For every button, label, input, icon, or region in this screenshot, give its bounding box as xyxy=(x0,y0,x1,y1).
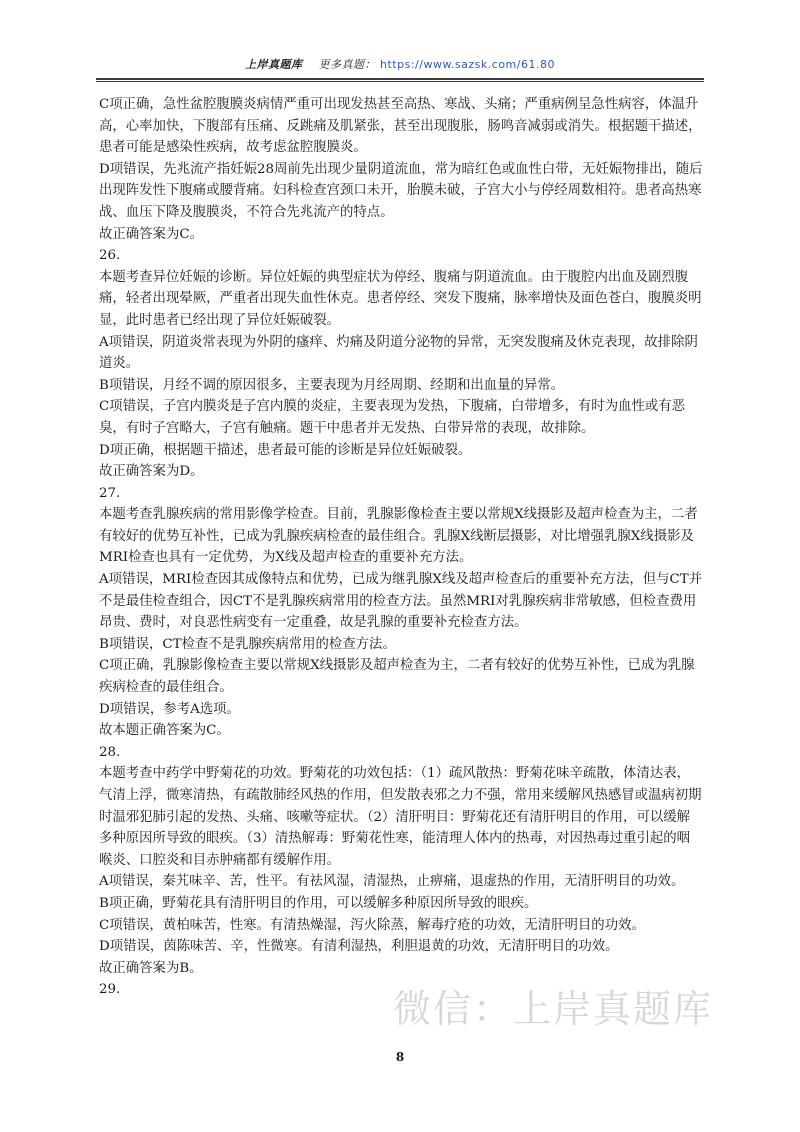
paragraph: C项正确，乳腺影像检查主要以常规X线摄影及超声检查为主，二者有较好的优势互补性，已成为乳腺疾病检查的最佳组合。 xyxy=(99,658,695,696)
question-number: 28. xyxy=(99,744,121,760)
header-brand: 上岸真题库 xyxy=(245,58,303,71)
watermark: 微信：上岸真题库 xyxy=(393,987,714,1031)
paragraph: A项错误，阴道炎常表现为外阴的瘙痒、灼痛及阴道分泌物的异常，无突发腹痛及休克表现，故排除阴道炎。 xyxy=(99,334,698,372)
paragraph: D项正确，根据题干描述，患者最可能的诊断是异位妊娠破裂。 xyxy=(99,442,472,458)
paragraph: 故本题正确答案为C。 xyxy=(99,723,230,739)
question-number: 26. xyxy=(99,248,121,264)
paragraph: A项错误，秦艽味辛、苦，性平。有祛风湿，清湿热，止痹痛，退虚热的作用，无清肝明目的功效。 xyxy=(99,874,685,890)
header-url-link[interactable]: https://www.sazsk.com/61.80 xyxy=(380,58,555,71)
paragraph: 故正确答案为B。 xyxy=(99,960,203,976)
paragraph: B项错误，月经不调的原因很多，主要表现为月经周期、经期和出血量的异常。 xyxy=(99,377,565,393)
paragraph: D项错误，参考A选项。 xyxy=(99,701,240,717)
question-number: 29. xyxy=(99,982,121,998)
paragraph: B项正确，野菊花具有清肝明目的作用，可以缓解多种原因所导致的眼疾。 xyxy=(99,895,538,911)
header-divider xyxy=(96,78,704,82)
paragraph: C项错误，子宫内膜炎是子宫内膜的炎症，主要表现为发热，下腹痛，白带增多，有时为血性或有恶臭，有时子宫略大，子宫有触痛。题干中患者并无发热、白带异常的表现，故排除。 xyxy=(99,399,686,436)
paragraph: C项错误，黄柏味苦，性寒。有清热燥湿，泻火除蒸，解毒疗疮的功效，无清肝明目的功效。 xyxy=(99,917,645,933)
header-more-label: 更多真题： xyxy=(318,58,377,71)
paragraph: 故正确答案为C。 xyxy=(99,226,203,242)
paragraph: D项错误，先兆流产指妊娠28周前先出现少量阴道流血，常为暗红色或血性白带，无妊娠物排出，随后出现阵发性下腹痛或腰背痛。妇科检查宫颈口未开，胎膜未破，子宫大小与停经周数相符。患者高热寒战、血压下降及腹膜炎，不符合先兆流产的特点。 xyxy=(99,161,703,220)
paragraph: C项正确，急性盆腔腹膜炎病情严重可出现发热甚至高热、寒战、头痛；严重病例呈急性病容，体温升高，心率加快，下腹部有压痛、反跳痛及肌紧张，甚至出现腹胀，肠鸣音减弱或消失。根据题干描述，患者可能是感染性疾病，故考虑盆腔腹膜炎。 xyxy=(99,97,702,156)
page-number: 8 xyxy=(395,1050,405,1064)
paragraph: 故正确答案为D。 xyxy=(99,464,204,480)
page-body xyxy=(99,94,703,1001)
question-number: 27. xyxy=(99,485,121,501)
paragraph: A项错误，MRI检查因其成像特点和优势，已成为继乳腺X线及超声检查后的重要补充方法，但与CT并不是最佳检查组合，因CT不是乳腺疾病常用的检查方法。虽然MRI对乳腺疾病非常敏感，但检查费用昂贵、费时，对良恶性病变有一定重叠，故是乳腺的重要补充检查方法。 xyxy=(99,572,703,631)
page-header xyxy=(0,56,800,72)
paragraph: B项错误，CT检查不是乳腺疾病常用的检查方法。 xyxy=(99,636,396,652)
paragraph: 本题考查中药学中野菊花的功效。野菊花的功效包括：（1）疏风散热：野菊花味辛疏散，体清达表，气清上浮，微寒清热，有疏散肺经风热的作用，但发散表邪之力不强，常用来缓解风热感冒或温病初期时温邪犯肺引起的发热、头痛、咳嗽等症状。（2）清肝明目：野菊花还有清肝明目的作用，可以缓解多种原因所导致的眼疾。（3）清热解毒：野菊花性寒，能清理人体内的热毒，对因热毒过重引起的咽喉炎、口腔炎和目赤肿痛都有缓解作用。 xyxy=(99,766,702,868)
paragraph: 本题考查乳腺疾病的常用影像学检查。目前，乳腺影像检查主要以常规X线摄影及超声检查为主，二者有较好的优势互补性，已成为乳腺疾病检查的最佳组合。乳腺X线断层摄影，对比增强乳腺X线摄影及MRI检查也具有一定优势，为X线及超声检查的重要补充方法。 xyxy=(99,507,698,566)
paragraph: 本题考查异位妊娠的诊断。异位妊娠的典型症状为停经、腹痛与阴道流血。由于腹腔内出血及剧烈腹痛，轻者出现晕厥，严重者出现失血性休克。患者停经、突发下腹痛，脉率增快及面色苍白，腹膜炎明显，此时患者已经出现了异位妊娠破裂。 xyxy=(99,269,702,328)
paragraph: D项错误，茵陈味苦、辛，性微寒。有清利湿热，利胆退黄的功效，无清肝明目的功效。 xyxy=(99,939,619,955)
